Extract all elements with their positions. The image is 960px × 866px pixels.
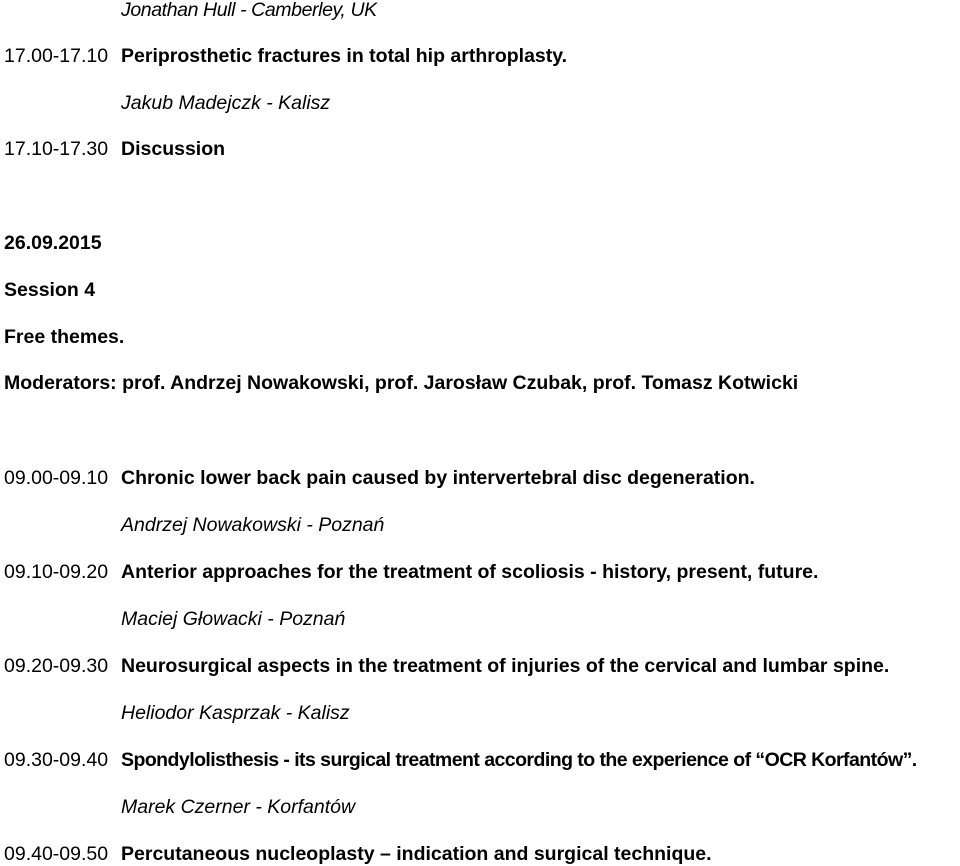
session-theme: Free themes. [4, 326, 125, 348]
talk-title: Percutaneous nucleoplasty – indication and surgical technique. [121, 843, 712, 865]
talk-title: Anterior approaches for the treatment of scoliosis - history, present, future. [121, 561, 819, 583]
time-slot: 09.10-09.20 [4, 561, 109, 583]
time-slot: 09.20-09.30 [4, 655, 109, 677]
time-slot: 17.00-17.10 [4, 45, 109, 67]
talk-speaker: Marek Czerner - Korfantów [121, 796, 356, 818]
speaker-jonathan-hull: Jonathan Hull - Camberley, UK [121, 0, 377, 21]
talk-speaker: Andrzej Nowakowski - Poznań [121, 514, 385, 536]
time-slot: 09.40-09.50 [4, 843, 109, 865]
talk-speaker: Jakub Madejczk - Kalisz [121, 92, 331, 114]
talk-title: Spondylolisthesis - its surgical treatment according to the experience of “OCR Korfantów”. [121, 749, 917, 771]
session-moderators: Moderators: prof. Andrzej Nowakowski, prof. Jarosław Czubak, prof. Tomasz Kotwicki [4, 372, 799, 394]
talk-title: Periprosthetic fractures in total hip arthroplasty. [121, 45, 568, 67]
time-slot: 17.10-17.30 [4, 138, 109, 160]
session-date: 26.09.2015 [4, 232, 102, 254]
talk-title: Discussion [121, 138, 226, 160]
talk-title: Neurosurgical aspects in the treatment of injuries of the cervical and lumbar spine. [121, 655, 890, 677]
session-name: Session 4 [4, 279, 96, 301]
time-slot: 09.00-09.10 [4, 467, 109, 489]
talk-speaker: Heliodor Kasprzak - Kalisz [121, 702, 350, 724]
talk-speaker: Maciej Głowacki - Poznań [121, 608, 346, 630]
talk-title: Chronic lower back pain caused by intervertebral disc degeneration. [121, 467, 755, 489]
time-slot: 09.30-09.40 [4, 749, 109, 771]
